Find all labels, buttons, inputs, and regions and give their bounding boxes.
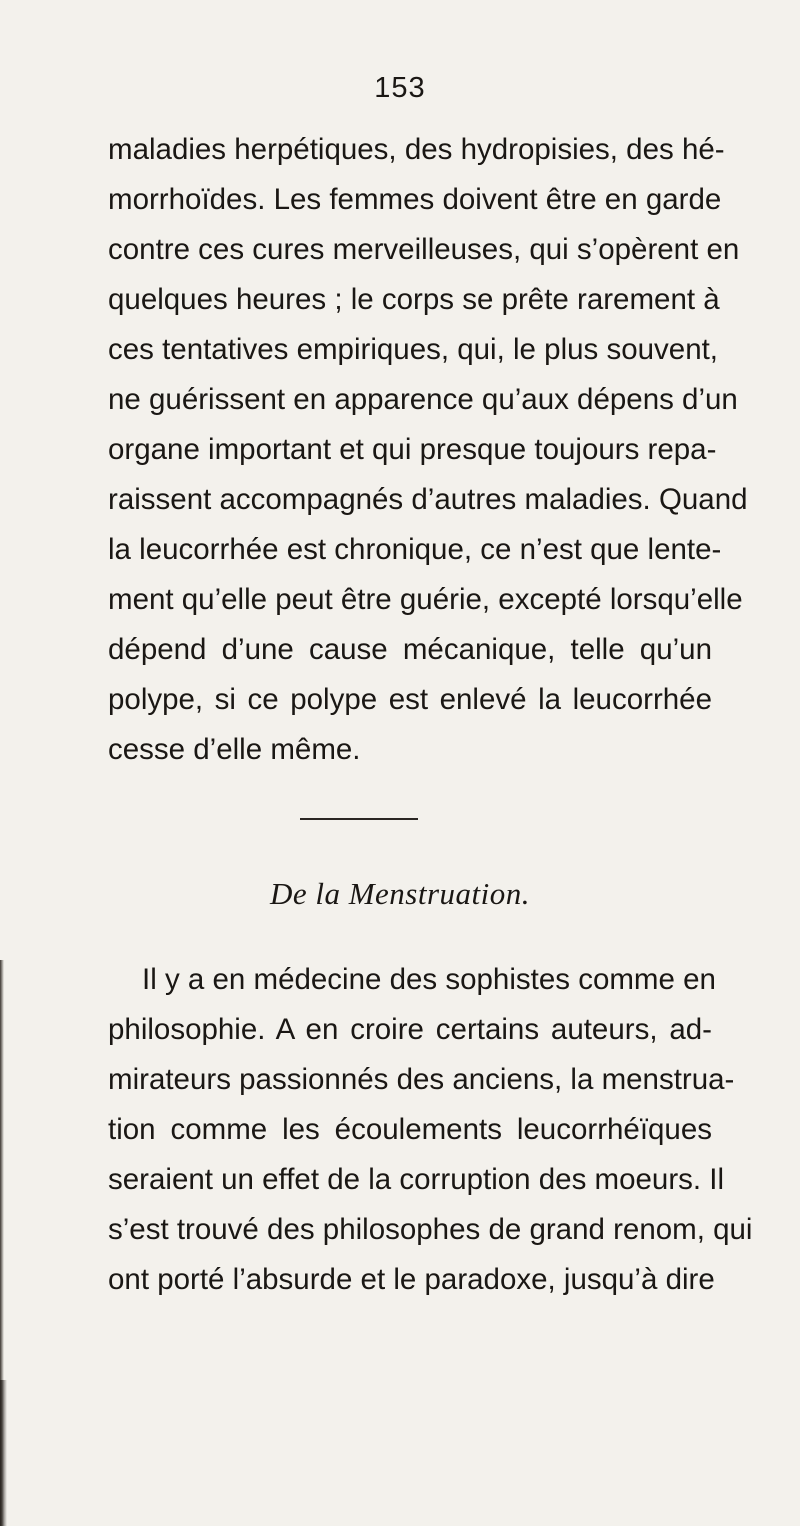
text-line: ment qu’elle peut être guérie, excepté lorsqu’elle <box>108 583 743 616</box>
text-line: seraient un effet de la corruption des moeurs. Il <box>108 1163 725 1196</box>
text-line: dépend d’une cause mécanique, telle qu’un <box>108 633 712 666</box>
text-line: morrhoïdes. Les femmes doivent être en garde <box>108 183 722 216</box>
text-line: organe important et qui presque toujours repa- <box>108 433 717 466</box>
text-line: la leucorrhée est chronique, ce n’est que lente- <box>108 533 722 566</box>
text-line: ne guérissent en apparence qu’aux dépens d’un <box>108 383 738 416</box>
text-line: cesse d’elle même. <box>108 733 361 766</box>
text-line: philosophie. A en croire certains auteurs, ad- <box>108 1013 712 1046</box>
text-line: tion comme les écoulements leucorrhéïques <box>108 1113 712 1146</box>
text-line: ont porté l’absurde et le paradoxe, jusqu’à dire <box>108 1263 715 1296</box>
text-line: quelques heures ; le corps se prête rarement à <box>108 283 720 316</box>
text-line: ces tentatives empiriques, qui, le plus souvent, <box>108 333 718 366</box>
text-line: mirateurs passionnés des anciens, la menstrua- <box>108 1063 735 1096</box>
page-number: 153 <box>374 72 426 104</box>
section-heading: De la Menstruation. <box>269 876 531 911</box>
text-line: maladies herpétiques, des hydropisies, des hé- <box>108 133 725 166</box>
text-line: Il y a en médecine des sophistes comme en <box>142 963 716 996</box>
page-edge-shadow <box>0 1380 7 1526</box>
section-divider <box>300 818 418 820</box>
text-line: raissent accompagnés d’autres maladies. Quand <box>108 483 748 516</box>
text-line: contre ces cures merveilleuses, qui s’opèrent en <box>108 233 740 266</box>
text-line: s’est trouvé des philosophes de grand renom, qui <box>108 1213 753 1246</box>
text-line: polype, si ce polype est enlevé la leucorrhée <box>108 683 712 716</box>
